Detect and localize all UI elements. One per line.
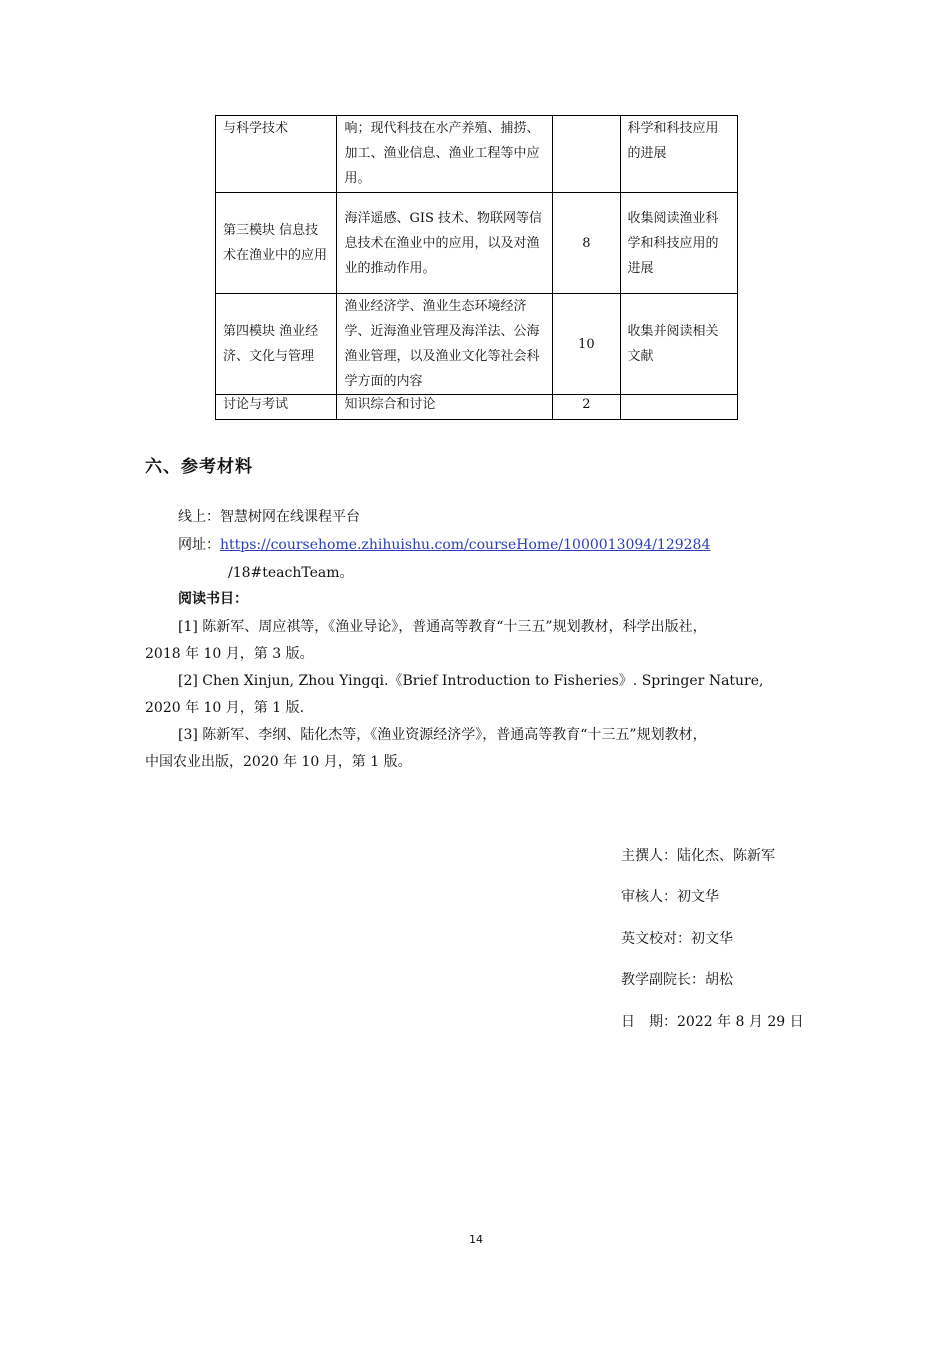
table-row: [216, 193, 738, 294]
online-value: 智慧树网在线课程平台: [220, 509, 360, 525]
author-signature: 主撰人：陆化杰、陈新军: [621, 848, 775, 864]
hours-cell: [553, 116, 620, 193]
activity-cell: 科学和科技应用的进展: [620, 116, 737, 193]
reference-item-2-line2: 2020 年 10 月，第 1 版.: [145, 700, 305, 716]
table-row: [216, 395, 738, 420]
reference-item-2-line1: [2] Chen Xinjun, Zhou Yingqi.《Brief Introduction to Fisheries》. Springer Nature,: [178, 673, 764, 689]
content-cell: 知识综合和讨论: [337, 395, 553, 420]
section-heading: 六、参考材料: [145, 457, 253, 477]
activity-cell: 收集并阅读相关文献: [620, 294, 737, 395]
content-cell: 响；现代科技在水产养殖、捕捞、加工、渔业信息、渔业工程等中应用。: [337, 116, 553, 193]
activity-cell: 收集阅读渔业科学和科技应用的进展: [620, 193, 737, 294]
online-label: 线上：: [178, 509, 220, 525]
reading-list-label: 阅读书目：: [178, 591, 248, 607]
hours-cell: 10: [553, 294, 620, 395]
url-label: 网址：: [178, 537, 220, 553]
page-number: 14: [469, 1233, 483, 1246]
reference-item-3-line1: [3] 陈新军、李纲、陆化杰等，《渔业资源经济学》，普通高等教育“十三五”规划教材，: [178, 727, 707, 743]
module-cell: 第四模块 渔业经济、文化与管理: [216, 294, 337, 395]
content-cell: 海洋遥感、GIS 技术、物联网等信息技术在渔业中的应用，以及对渔业的推动作用。: [337, 193, 553, 294]
document-date: 日 期：2022 年 8 月 29 日: [621, 1014, 804, 1030]
url-continuation: /18#teachTeam。: [228, 565, 354, 581]
course-url-link[interactable]: https://coursehome.zhihuishu.com/courseHome/1000013094/129284: [220, 537, 711, 553]
reference-item-1-line1: [1] 陈新军、周应祺等，《渔业导论》，普通高等教育“十三五”规划教材，科学出版社，: [178, 619, 707, 635]
activity-cell: [620, 395, 737, 420]
hours-cell: 2: [553, 395, 620, 420]
vice-dean-signature: 教学副院长：胡松: [621, 972, 733, 988]
table-row: [216, 294, 738, 395]
module-cell: 第三模块 信息技术在渔业中的应用: [216, 193, 337, 294]
module-cell: 讨论与考试: [216, 395, 337, 420]
proofreader-signature: 英文校对：初文华: [621, 931, 733, 947]
url-line: [178, 535, 710, 555]
course-schedule-table: [215, 115, 738, 420]
table-row: [216, 116, 738, 193]
reviewer-signature: 审核人：初文华: [621, 889, 719, 905]
reference-item-1-line2: 2018 年 10 月，第 3 版。: [145, 646, 314, 662]
content-cell: 渔业经济学、渔业生态环境经济学、近海渔业管理及海洋法、公海渔业管理，以及渔业文化等社会科学方面的内容: [337, 294, 553, 395]
reference-item-3-line2: 中国农业出版，2020 年 10 月，第 1 版。: [145, 754, 412, 770]
module-cell: 与科学技术: [216, 116, 337, 193]
online-platform-line: [178, 507, 360, 527]
hours-cell: 8: [553, 193, 620, 294]
